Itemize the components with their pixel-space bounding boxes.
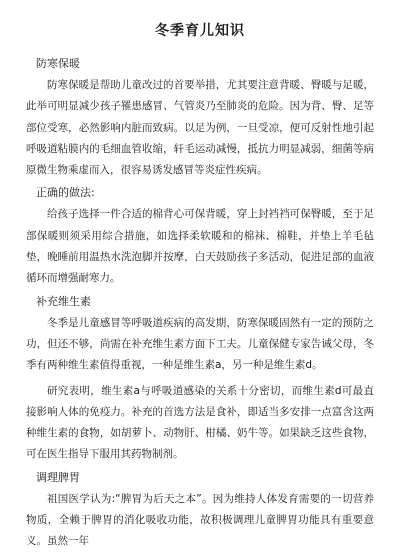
section-heading: 补充维生素 <box>36 294 91 308</box>
page-title: 冬季育儿知识 <box>155 23 245 39</box>
section-heading: 调理脾胃 <box>36 470 80 484</box>
paragraph: 给孩子选择一件合适的棉背心可保背暖，穿上封裆裆可保臀暖，至于足部保暖则须采用综合措施，如选择柔软暖和的棉袜、棉鞋，并垫上羊毛毡垫，晚睡前用温热水洗泡脚并按摩，白天鼓励孩子多活动，促进足部的血液循环而增强耐寒力。 <box>26 208 374 285</box>
paragraph: 冬季是儿童感冒等呼吸道疾病的高发期，防寒保暖固然有一定的预防之功，但还不够，尚需在补充维生素方面下工夫。儿童保健专家告诫父母，冬季有两种维生素值得重视，一种是维生素a，另一种是维生素d。 <box>26 316 374 372</box>
paragraph: 防寒保暖是帮助儿童改过的首要举措，尤其要注意背暖、臀暖与足暖，此举可明显减少孩子罹患感冒、气管炎乃至肺炎的危险。因为背、臀、足等部位受寒，必然影响内脏而致病。以足为例，一旦受凉，便可反射性地引起呼吸道粘膜内的毛细血管收缩，轩毛运动减慢，抵抗力明显减弱，细菌等病原微生物乘虚而入，很容易诱发感冒等炎症性疾病。 <box>26 79 374 177</box>
section-heading: 防寒保暖 <box>36 57 80 70</box>
section-vitamins <box>26 294 374 466</box>
paragraph: 研究表明，维生素a与呼吸道感染的关系十分密切，而维生素d可最直接影响人体的免疫力。补充的首选方法是食补，即适当多安排一点富含这两种维生素的食物，如胡萝卜、动物肝、柑橘、奶牛等。如果缺乏这些食物，可在医生指导下服用其药物制剂。 <box>26 384 374 461</box>
section-cold-protection <box>26 56 374 181</box>
section-correct-method <box>26 185 374 289</box>
section-heading: 正确的做法: <box>36 186 95 200</box>
paragraph: 祖国医学认为:“脾胃为后天之本”。因为维持人体发育需要的一切营养物质，全赖于脾胃的消化吸收功能，故积极调理儿童脾胃功能具有重要意义。虽然一年 <box>26 492 374 548</box>
section-spleen-stomach <box>26 470 374 553</box>
